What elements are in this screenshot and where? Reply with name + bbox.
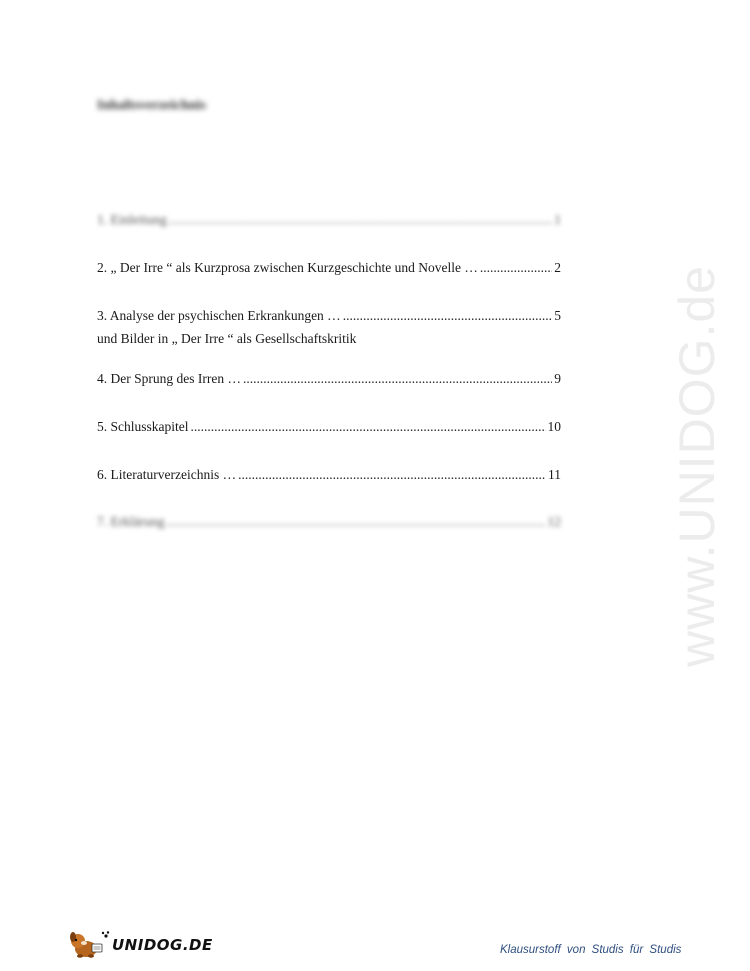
toc-entry-6	[97, 467, 561, 483]
toc-entry-page: 1	[554, 212, 561, 227]
toc-entry-2	[97, 260, 561, 276]
toc-entry-page: 2	[554, 260, 561, 275]
toc-entry-title: 1. Einleitung	[97, 212, 167, 227]
dog-mascot-icon	[66, 930, 110, 960]
toc-leader	[166, 514, 545, 530]
toc-heading: Inhaltsverzeichnis	[97, 98, 206, 113]
toc-entry-3	[97, 308, 561, 347]
toc-leader	[169, 212, 553, 228]
logo-text: UNIDOG.DE	[112, 936, 213, 954]
toc-entry-page: 11	[548, 467, 561, 482]
toc-entry-title: 5. Schlusskapitel	[97, 419, 189, 434]
toc-entry-page: 12	[547, 514, 561, 529]
footer-tagline: Klausurstoff von Studis für Studis	[500, 944, 682, 956]
watermark: www.UNIDOG.de	[669, 265, 725, 667]
toc-entry-title: 7. Erklärung	[97, 514, 165, 529]
toc-leader	[191, 419, 546, 435]
toc-leader	[343, 308, 553, 324]
toc-leader	[480, 260, 552, 276]
toc-entry-continuation: und Bilder in „ Der Irre “ als Gesellschaftskritik	[97, 331, 357, 346]
toc-entry-7	[97, 514, 561, 530]
toc-entry-title: 3. Analyse der psychischen Erkrankungen …	[97, 308, 341, 323]
toc-leader	[243, 371, 552, 387]
toc-entry-1	[97, 212, 561, 228]
toc-entry-title: 4. Der Sprung des Irren …	[97, 371, 241, 386]
toc-entry-title: 2. „ Der Irre “ als Kurzprosa zwischen Kurzgeschichte und Novelle …	[97, 260, 478, 275]
toc-entry-page: 9	[554, 371, 561, 386]
toc-leader	[238, 467, 546, 483]
footer-logo[interactable]	[66, 930, 213, 960]
toc-entry-page: 10	[547, 419, 561, 434]
toc-entry-page: 5	[554, 308, 561, 323]
toc-entry-title: 6. Literaturverzeichnis …	[97, 467, 237, 482]
toc-entry-4	[97, 371, 561, 387]
toc-entry-5	[97, 419, 561, 435]
